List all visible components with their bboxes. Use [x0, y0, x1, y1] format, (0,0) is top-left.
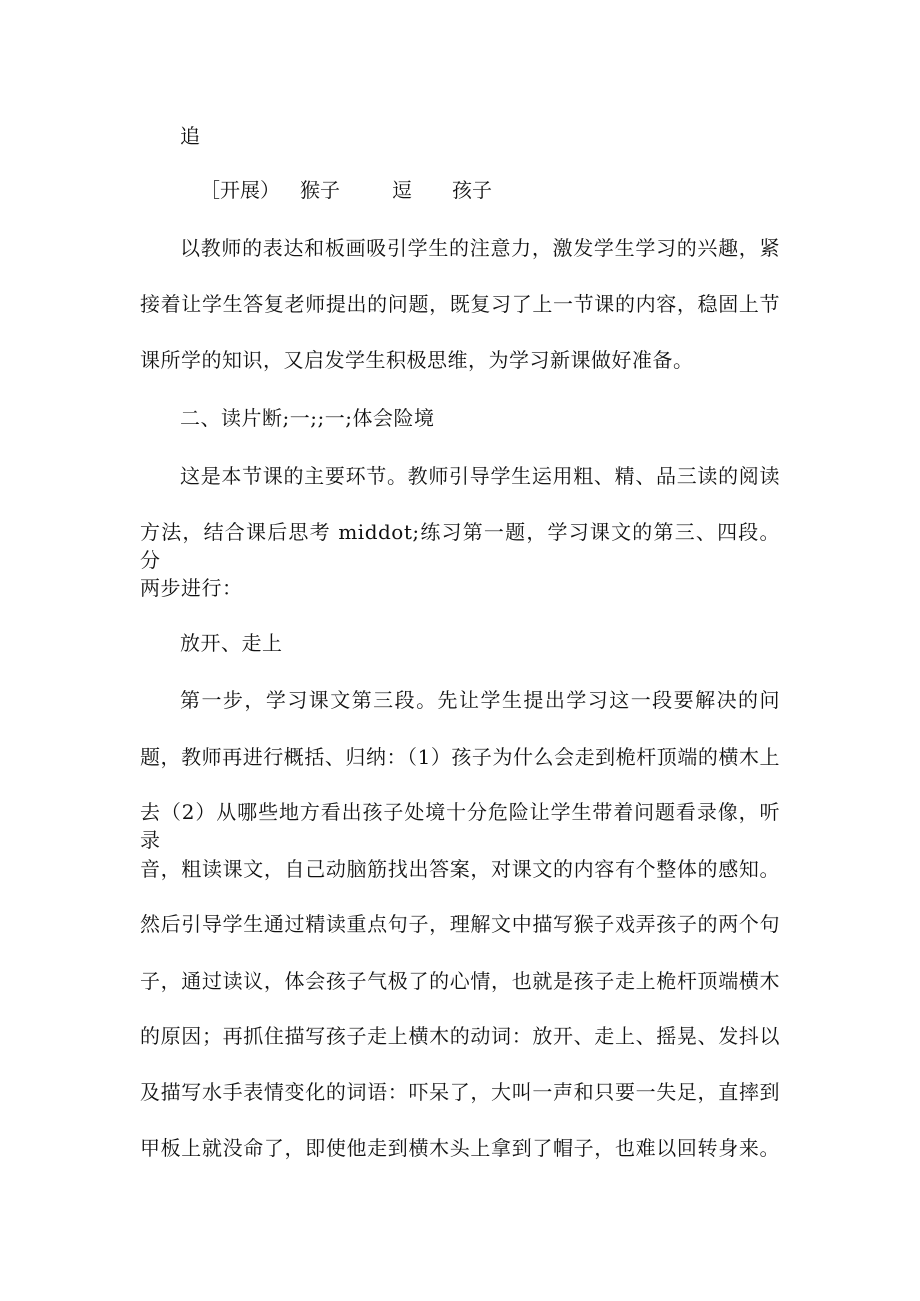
paragraph2-line: 两步进行：: [140, 576, 243, 600]
structure-item-tease: 逗: [392, 178, 412, 202]
paragraph1-line: 课所学的知识，又启发学生积极思维，为学习新课做好准备。: [140, 348, 694, 372]
paragraph3-line: 题，教师再进行概括、归纳：（1）孩子为什么会走到桅杆顶端的横木上: [140, 745, 780, 769]
structure-item-monkey: 猴子: [300, 178, 340, 202]
paragraph3-line: 然后引导学生通过精读重点句子，理解文中描写猴子戏弄孩子的两个句: [140, 912, 780, 936]
paragraph3-line: 甲板上就没命了，即使他走到横木头上拿到了帽子，也难以回转身来。: [140, 1136, 780, 1160]
paragraph3-line: 音，粗读课文，自己动脑筋找出答案，对课文的内容有个整体的感知。: [140, 857, 780, 881]
paragraph1-line: 接着让学生答复老师提出的问题，既复习了上一节课的内容，稳固上节: [140, 292, 780, 316]
structure-item-develop: ［开展）: [200, 178, 280, 202]
paragraph3-line: 第一步，学习课文第三段。先让学生提出学习这一段要解决的问: [180, 688, 780, 712]
paragraph3-line: 子，通过读议，体会孩子气极了的心情，也就是孩子走上桅杆顶端横木: [140, 969, 780, 993]
paragraph2-line: 这是本节课的主要环节。教师引导学生运用粗、精、品三读的阅读: [180, 464, 780, 488]
structure-row: [200, 176, 500, 204]
paragraph3-line: 的原因；再抓住描写孩子走上横木的动词：放开、走上、摇晃、发抖以: [140, 1024, 780, 1048]
subheading: 放开、走上: [180, 631, 283, 655]
paragraph1-line: 以教师的表达和板画吸引学生的注意力，激发学生学习的兴趣，紧: [180, 236, 780, 260]
paragraph3-line: 及描写水手表情变化的词语：吓呆了，大叫一声和只要一失足，直摔到: [140, 1080, 780, 1104]
paragraph2-line: 方法，结合课后思考 middot;练习第一题，学习课文的第三、四段。分: [140, 520, 780, 572]
paragraph3-line: 去（2）从哪些地方看出孩子处境十分危险让学生带着问题看录像，听录: [140, 800, 780, 852]
section2-heading: 二、读片断;一;;一;体会险境: [180, 406, 435, 430]
title-char: 追: [180, 124, 201, 148]
structure-item-child: 孩子: [452, 178, 492, 202]
